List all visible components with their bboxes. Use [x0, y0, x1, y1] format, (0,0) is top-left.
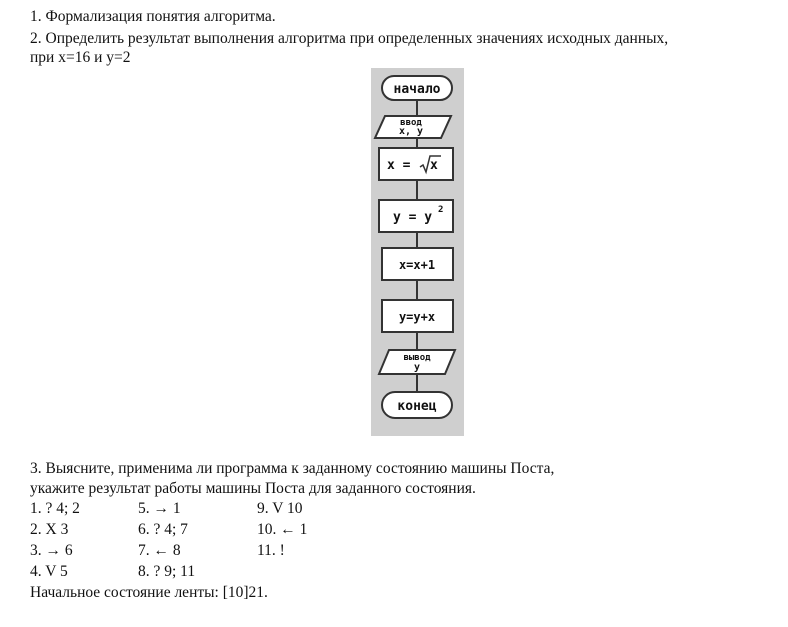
- program-cell: 4. V 5: [30, 563, 68, 580]
- task-3-line-1: 3. Выясните, применима ли программа к заданному состоянию машины Поста,: [30, 460, 555, 477]
- program-cell: 2. X 3: [30, 521, 69, 538]
- input-word-label: ввод: [400, 118, 422, 128]
- program-cell: 1. ? 4; 2: [30, 500, 80, 517]
- program-cell: 10. ← 1: [257, 521, 308, 538]
- flowchart-svg: [371, 68, 464, 436]
- program-cell: 6. ? 4; 7: [138, 521, 188, 538]
- output-var-label: y: [413, 362, 421, 373]
- program-cell: 8. ? 9; 11: [138, 563, 196, 580]
- input-vars-label: x, y: [398, 126, 424, 137]
- task-2-line-2: при x=16 и y=2: [30, 49, 131, 66]
- square-exp-label: 2: [438, 205, 444, 215]
- addx-label: y=y+x: [398, 310, 436, 324]
- task-2-line-1: 2. Определить результат выполнения алгоритма при определенных значениях исходных данных,: [30, 30, 669, 47]
- sqrt-arg-label: x: [430, 158, 438, 173]
- flowchart: [371, 68, 464, 436]
- program-cell: 5. → 1: [138, 500, 181, 517]
- tape-state: Начальное состояние ленты: [10]21.: [30, 584, 268, 601]
- program-cell: 9. V 10: [257, 500, 303, 517]
- square-base-label: y = y: [393, 210, 433, 225]
- start-label: начало: [393, 82, 441, 97]
- program-cell: 11. !: [257, 542, 285, 559]
- task-3-line-2: укажите результат работы машины Поста для заданного состояния.: [30, 480, 476, 497]
- program-cell: 7. ← 8: [138, 542, 181, 559]
- output-word-label: вывод: [403, 353, 431, 363]
- end-label: конец: [397, 399, 437, 414]
- program-cell: 3. → 6: [30, 542, 73, 559]
- sqrt-lhs-label: x =: [387, 158, 411, 173]
- add1-label: x=x+1: [398, 258, 436, 272]
- task-1: 1. Формализация понятия алгоритма.: [30, 8, 276, 25]
